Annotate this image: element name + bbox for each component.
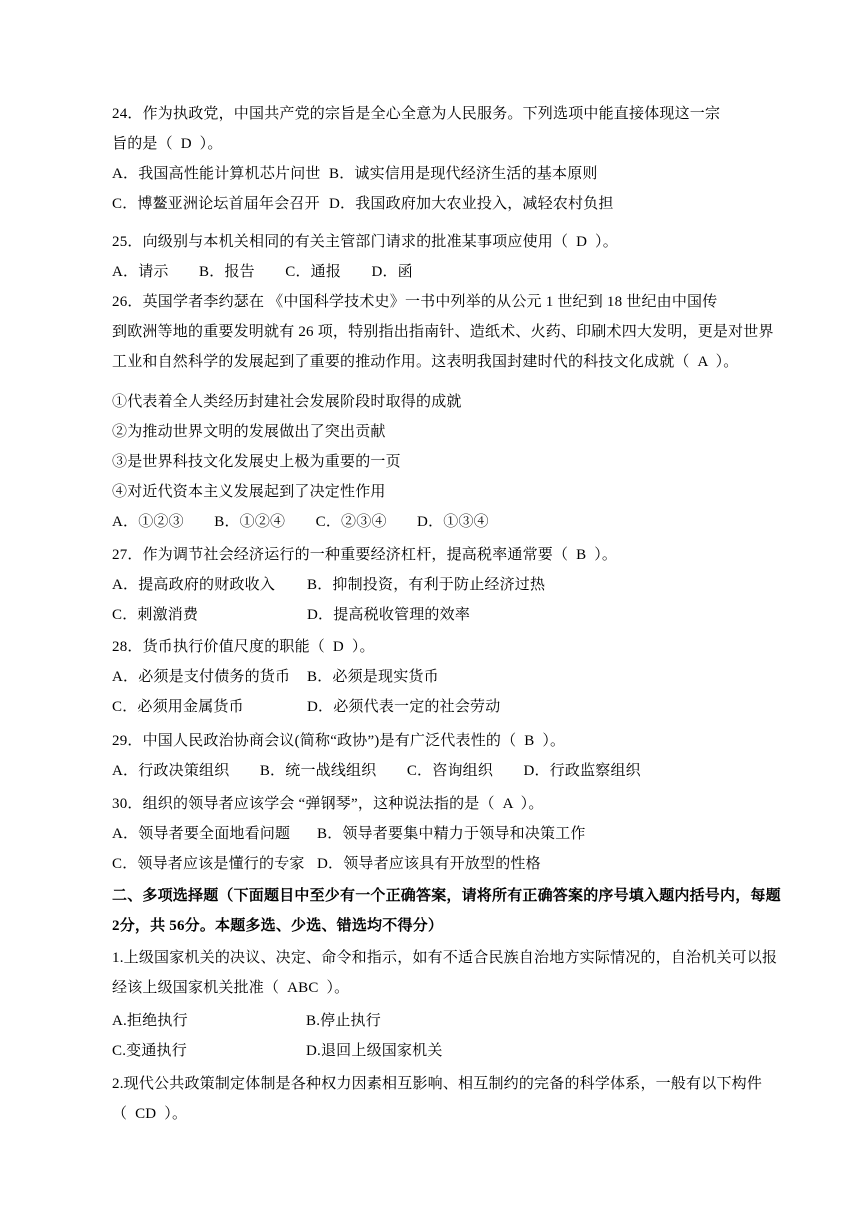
- question-30-option-row-ab: [112, 823, 772, 853]
- question-29-stem: 29．中国人民政治协商会议(简称“政协”)是有广泛代表性的（ B ）。: [112, 733, 566, 749]
- question-28-option-row-cd: [112, 696, 772, 726]
- multi-question-1-option-a: A.拒绝执行: [112, 1013, 188, 1029]
- question-27-option-d: D．提高税收管理的效率: [307, 607, 471, 623]
- question-28-option-b: B．必须是现实货币: [307, 669, 439, 685]
- question-26-stem-line-2: 到欧洲等地的重要发明就有 26 项，特别指出指南针、造纸术、火药、印刷术四大发明，更是对世界: [112, 324, 774, 340]
- multi-question-1-option-c: C.变通执行: [112, 1043, 187, 1059]
- question-24-option-a: A．我国高性能计算机芯片问世: [112, 166, 321, 182]
- multi-question-1-option-row-cd: [112, 1040, 772, 1070]
- multi-question-2-stem-line-1: 2.现代公共政策制定体制是各种权力因素相互影响、相互制约的完备的科学体系，一般有以下构件: [112, 1076, 763, 1092]
- question-27-option-c: C．刺激消费: [112, 607, 199, 623]
- question-24-option-b: B．诚实信用是现代经济生活的基本原则: [329, 166, 598, 182]
- exam-body: [112, 103, 781, 1133]
- question-26-item-2: ②为推动世界文明的发展做出了突出贡献: [112, 424, 386, 440]
- question-28-stem: 28．货币执行价值尺度的职能（ D ）。: [112, 639, 375, 655]
- question-24-option-c: C．博鳌亚洲论坛首届年会召开: [112, 196, 320, 212]
- question-27-option-row-ab: [112, 574, 772, 604]
- section-two-header-line-1: 二、多项选择题（下面题目中至少有一个正确答案，请将所有正确答案的序号填入题内括号内，每题: [112, 888, 781, 904]
- question-26-item-1: ①代表着全人类经历封建社会发展阶段时取得的成就: [112, 394, 462, 410]
- multi-question-1-stem-line-2: 经该上级国家机关批准（ ABC ）。: [112, 980, 350, 996]
- multi-question-1-option-b: B.停止执行: [306, 1013, 381, 1029]
- question-25-options: A．请示 B．报告 C．通报 D．函: [112, 264, 413, 280]
- question-24-stem-line-1: 24．作为执政党，中国共产党的宗旨是全心全意为人民服务。下列选项中能直接体现这一宗: [112, 106, 721, 122]
- question-24-option-d: D．我国政府加大农业投入，减轻农村负担: [329, 196, 614, 212]
- multi-question-2-stem-line-2: （ CD ）。: [112, 1106, 188, 1122]
- question-30-option-d: D．领导者应该具有开放型的性格: [317, 856, 541, 872]
- question-27-option-a: A．提高政府的财政收入: [112, 577, 276, 593]
- question-28-option-row-ab: [112, 666, 772, 696]
- question-27-stem: 27．作为调节社会经济运行的一种重要经济杠杆，提高税率通常要（ B ）。: [112, 547, 618, 563]
- question-28-option-c: C．必须用金属货币: [112, 699, 244, 715]
- question-24-option-row-cd: [112, 193, 772, 223]
- question-26-item-4: ④对近代资本主义发展起到了决定性作用: [112, 484, 386, 500]
- question-25-stem: 25．向级别与本机关相同的有关主管部门请求的批准某事项应使用（ D ）。: [112, 234, 618, 250]
- question-30-option-row-cd: [112, 853, 772, 883]
- question-26-stem-line-1: 26．英国学者李约瑟在 《中国科学技术史》一书中列举的从公元 1 世纪到 18 世纪由中国传: [112, 294, 718, 310]
- question-30-option-c: C．领导者应该是懂行的专家: [112, 856, 305, 872]
- section-two-header-line-2: 2分，共 56分。本题多选、少选、错选均不得分）: [112, 918, 444, 934]
- question-26-stem-line-3: 工业和自然科学的发展起到了重要的推动作用。这表明我国封建时代的科技文化成就（ A ）。: [112, 354, 739, 370]
- multi-question-1-option-row-ab: [112, 1010, 772, 1040]
- question-28-option-d: D．必须代表一定的社会劳动: [307, 699, 501, 715]
- multi-question-1-stem-line-1: 1.上级国家机关的决议、决定、命令和指示，如有不适合民族自治地方实际情况的，自治机关可以报: [112, 950, 778, 966]
- question-24-stem-line-2: 旨的是（ D ）。: [112, 136, 223, 152]
- question-30-option-a: A．领导者要全面地看问题: [112, 826, 291, 842]
- question-29-options: A．行政决策组织 B．统一战线组织 C．咨询组织 D．行政监察组织: [112, 763, 641, 779]
- question-27-option-row-cd: [112, 604, 772, 634]
- question-26-item-3: ③是世界科技文化发展史上极为重要的一页: [112, 454, 401, 470]
- question-30-option-b: B．领导者要集中精力于领导和决策工作: [317, 826, 586, 842]
- question-28-option-a: A．必须是支付债务的货币: [112, 669, 291, 685]
- question-26-options: A．①②③ B．①②④ C．②③④ D．①③④: [112, 514, 489, 530]
- multi-question-1-option-d: D.退回上级国家机关: [306, 1043, 443, 1059]
- question-30-stem: 30．组织的领导者应该学会 “弹钢琴”，这种说法指的是（ A ）。: [112, 796, 544, 812]
- question-27-option-b: B．抑制投资，有利于防止经济过热: [307, 577, 546, 593]
- question-24-option-row-ab: [112, 163, 772, 193]
